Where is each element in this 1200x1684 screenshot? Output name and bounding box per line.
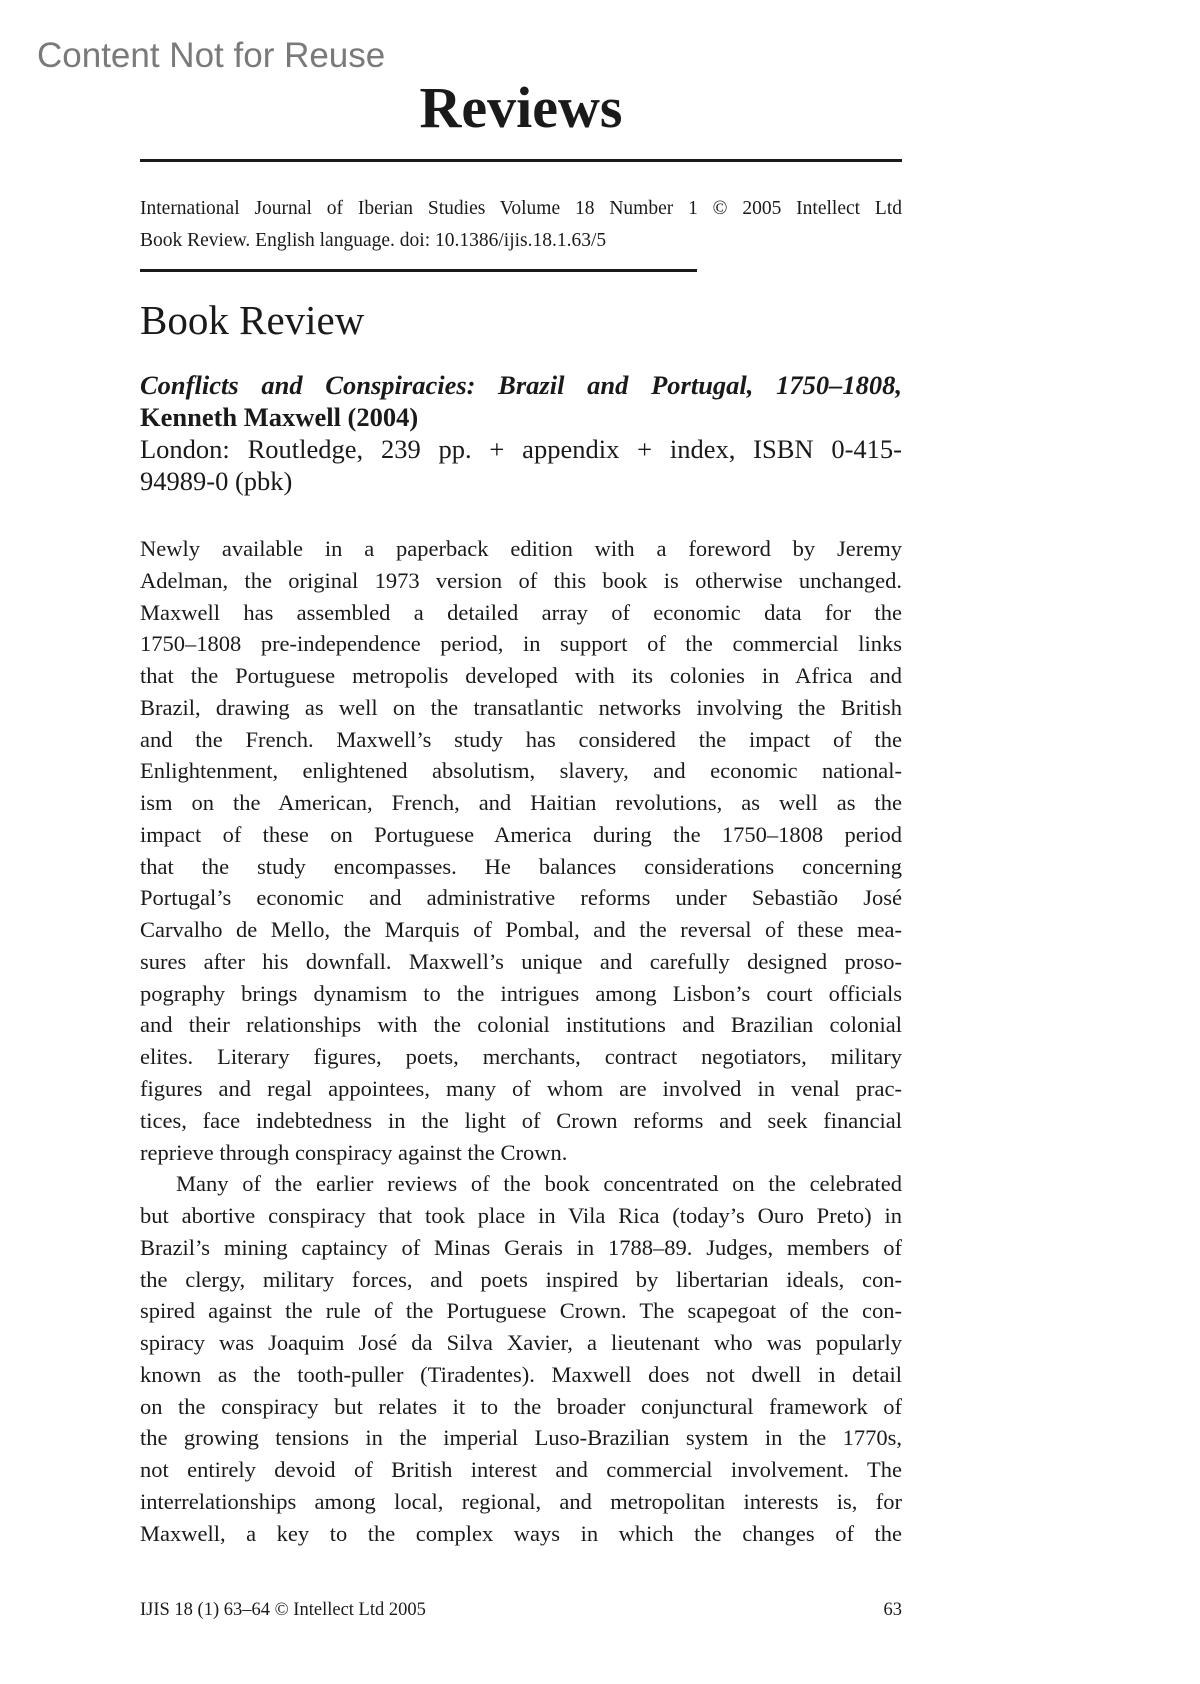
text-line: the growing tensions in the imperial Luso-Brazilian system in the 1770s,	[140, 1425, 902, 1451]
text-line: Many of the earlier reviews of the book concentrated on the celebrated	[176, 1171, 902, 1197]
text-line: Brazil, drawing as well on the transatlantic networks involving the British	[140, 694, 902, 720]
text-line: elites. Literary figures, poets, merchants, contract negotiators, military	[140, 1044, 902, 1070]
text-line: not entirely devoid of British interest and commercial involvement. The	[140, 1457, 902, 1483]
watermark: Content Not for Reuse	[37, 36, 386, 75]
text-line: interrelationships among local, regional, and metropolitan interests is, for	[140, 1488, 902, 1514]
text-line: on the conspiracy but relates it to the broader conjunctural framework of	[140, 1393, 902, 1419]
paragraph	[140, 1168, 902, 1549]
text-line: figures and regal appointees, many of whom are involved in venal prac-	[140, 1076, 902, 1102]
text-line: the clergy, military forces, and poets inspired by libertarian ideals, con-	[140, 1266, 902, 1292]
text-line: Adelman, the original 1973 version of this book is otherwise unchanged.	[140, 567, 902, 593]
text-line: Brazil’s mining captaincy of Minas Gerais in 1788–89. Judges, members of	[140, 1234, 902, 1260]
text-line: that the study encompasses. He balances considerations concerning	[140, 853, 902, 879]
doi-info: Book Review. English language. doi: 10.1386/ijis.18.1.63/5	[140, 230, 607, 251]
text-line: spired against the rule of the Portuguese Crown. The scapegoat of the con-	[140, 1298, 902, 1324]
divider	[140, 159, 902, 162]
text-line: Maxwell has assembled a detailed array of economic data for the	[140, 599, 902, 625]
book-publication: 94989-0 (pbk)	[140, 466, 293, 496]
text-line: and their relationships with the colonial institutions and Brazilian colonial	[140, 1012, 902, 1038]
text-line: sures after his downfall. Maxwell’s unique and carefully designed proso-	[140, 948, 902, 974]
text-line: but abortive conspiracy that took place in Vila Rica (today’s Ouro Preto) in	[140, 1203, 902, 1229]
text-line: 1750–1808 pre-independence period, in support of the commercial links	[140, 631, 902, 657]
book-publication: London: Routledge, 239 pp. + appendix + index, ISBN 0-415-	[140, 434, 902, 464]
text-line: that the Portuguese metropolis developed with its colonies in Africa and	[140, 663, 902, 689]
text-line: pography brings dynamism to the intrigues among Lisbon’s court officials	[140, 980, 902, 1006]
review-body	[140, 533, 902, 1550]
divider	[140, 269, 697, 272]
book-author: Kenneth Maxwell (2004)	[140, 402, 419, 432]
paragraph	[140, 533, 902, 1168]
text-line: known as the tooth-puller (Tiradentes). Maxwell does not dwell in detail	[140, 1361, 902, 1387]
text-line: impact of these on Portuguese America during the 1750–1808 period	[140, 821, 902, 847]
text-line: ism on the American, French, and Haitian revolutions, as well as the	[140, 790, 902, 816]
article-type-heading: Book Review	[140, 297, 365, 343]
text-line: Maxwell, a key to the complex ways in which the changes of the	[140, 1520, 902, 1546]
text-line: spiracy was Joaquim José da Silva Xavier, a lieutenant who was popularly	[140, 1330, 902, 1356]
book-title: Conflicts and Conspiracies: Brazil and Portugal, 1750–1808,	[140, 370, 902, 400]
text-line: Portugal’s economic and administrative reforms under Sebastião José	[140, 885, 902, 911]
page-number: 63	[883, 1600, 902, 1620]
journal-info: International Journal of Iberian Studies Volume 18 Number 1 © 2005 Intellect Ltd	[140, 198, 902, 219]
text-line: reprieve through conspiracy against the Crown.	[140, 1139, 568, 1165]
text-line: tices, face indebtedness in the light of Crown reforms and seek financial	[140, 1107, 902, 1133]
text-line: Carvalho de Mello, the Marquis of Pombal, and the reversal of these mea-	[140, 917, 902, 943]
text-line: and the French. Maxwell’s study has considered the impact of the	[140, 726, 902, 752]
text-line: Newly available in a paperback edition with a foreword by Jeremy	[140, 536, 902, 561]
footer-citation: IJIS 18 (1) 63–64 © Intellect Ltd 2005	[140, 1600, 426, 1620]
text-line: Enlightenment, enlightened absolutism, slavery, and economic national-	[140, 758, 902, 784]
section-title: Reviews	[419, 75, 623, 140]
